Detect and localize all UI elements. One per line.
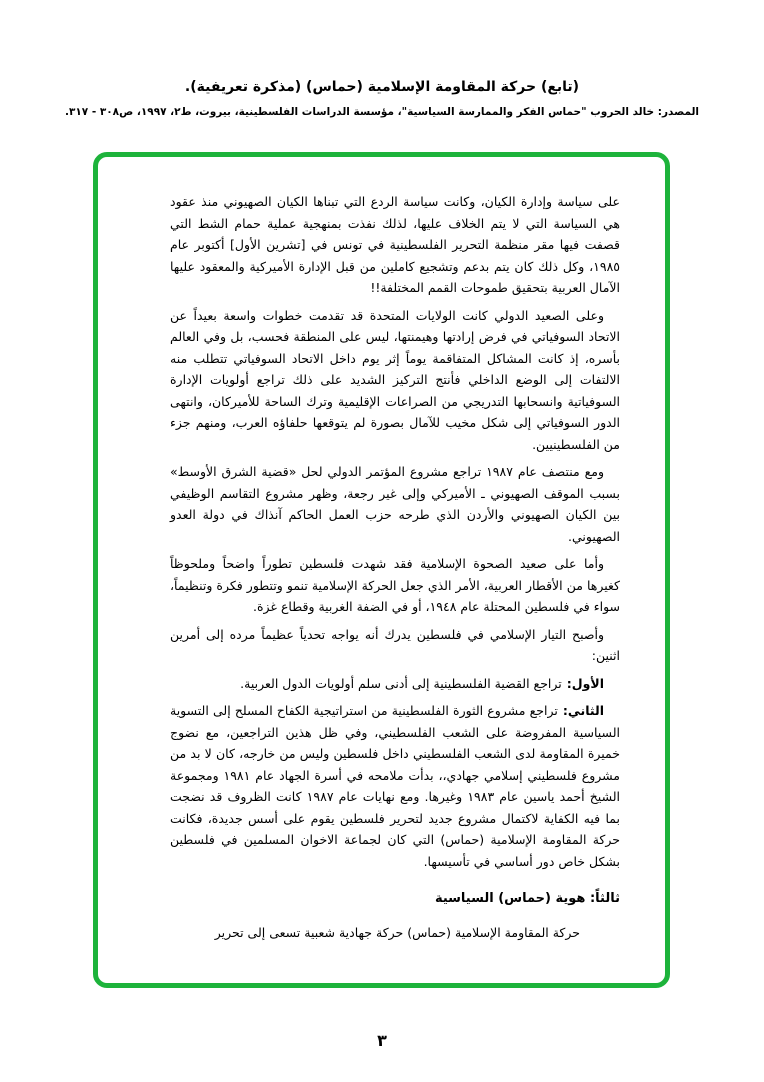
section-heading-identity: ثالثاً: هوية (حماس) السياسية (434, 891, 620, 906)
list-item-first (170, 673, 620, 695)
paragraph-islamic-awakening: وأما على صعيد الصحوة الإسلامية فقد شهدت فلسطين تطوراً واضحاً وملحوظاً كغيرها من الأقطار العربية، الأمر الذي جعل الحركة الإسلامية تنمو وتتطور فكرة وتنظيماً، سواء في فلسطين المحتلة عام ١٩٤٨، أو في الضفة الغربية وقطاع غزة. (170, 556, 620, 614)
list-item-first-label: الأول: (566, 675, 604, 691)
list-item-second-text: تراجع مشروع الثورة الفلسطينية من استراتيجية الكفاح المسلح إلى التسوية السياسية المفروضة على الشعب الفلسطيني، وفي ظل هذين التراجعين، مع نضوج خميرة المقاومة لدى الشعب الفلسطيني داخل فلسطين وليس من خارجه، كان لا بد من مشروع فلسطيني إسلامي جهادي،، بدأت ملامحه في أسرة الجهاد عام ١٩٨١ ومجموعة الشيخ أحمد ياسين عام ١٩٨٣ وغيرها. ومع نهايات عام ١٩٨٧ كانت الظروف قد نضجت بما فيه الكفاية لاكتمال مشروع جديد لتحرير فلسطين يقوم على أسس جديدة، فكانت حركة المقاومة الإسلامية (حماس) التي كان لجماعة الاخوان المسلمين في فلسطين بشكل خاص دور أساسي في تأسيسها. (170, 703, 621, 869)
paragraph-international: وعلى الصعيد الدولي كانت الولايات المتحدة قد تقدمت خطوات واسعة بعيداً عن الاتحاد السوفياتي في فرض إرادتها وهيمنتها، ليس على المنطقة فحسب، بل وفي العالم بأسره، إذ كانت المشاكل المتفاقمة يوماً إثر يوم داخل الاتحاد السوفياتي تتطلب منه الالتفات إلى الوضع الداخلي فأنتج التركيز الشديد على ذلك تراجع أولويات الإدارة السوفياتية وانسحابها التدريجي من الصراعات الإقليمية وترك الساحة للأميركان، وانتهى الدور السوفياتي إلى شكل مخيب للآمال بصورة لم يتوقعها حلفاؤه العرب، ومنهم جزء من الفلسطينيين. (170, 307, 620, 452)
list-item-second-label: الثاني: (562, 703, 604, 718)
content-frame (93, 152, 670, 988)
page-title: (تابع) حركة المقاومة الإسلامية (حماس) (مذكرة تعريفية). (184, 79, 580, 95)
paragraph-1987-conference: ومع منتصف عام ١٩٨٧ تراجع مشروع المؤتمر الدولي لحل «قضية الشرق الأوسط» بسبب الموقف الصهيوني ـ الأميركي وإلى غير رجعة، وظهر مشروع التقاسم الوظيفي بين الكيان الصهيوني والأردن الذي طرحه حزب العمل الحاكم آنذاك في دولة العدو الصهيوني. (170, 464, 620, 544)
list-item-second (170, 700, 620, 872)
page-number: ٣ (377, 1031, 387, 1050)
paragraph-two-matters: وأصبح التيار الإسلامي في فلسطين يدرك أنه يواجه تحدياً عظيماً مرده إلى أمرين اثنين: (170, 626, 620, 663)
source-citation: المصدر: خالد الحروب "حماس الفكر والممارسة السياسية"، مؤسسة الدراسات الفلسطينية، بيروت، ط٢، ١٩٩٧، ص٣٠٨ - ٣١٧. (64, 106, 700, 118)
paragraph-identity-intro: حركة المقاومة الإسلامية (حماس) حركة جهادية شعبية تسعى إلى تحرير (214, 924, 580, 940)
list-item-first-text: تراجع القضية الفلسطينية إلى أدنى سلم أولويات الدول العربية. (240, 675, 562, 691)
paragraph-continuation: على سياسة وإدارة الكيان، وكانت سياسة الردع التي تبناها الكيان الصهيوني منذ عقود هي السياسة التي لا يتم الخلاف عليها، لذلك نفذت بمنهجية عملية حمام الشط التي قصفت فيها مقر منظمة التحرير الفلسطينية في تونس في [تشرين الأول] أكتوبر عام ١٩٨٥، وكل ذلك كان يتم بدعم وتشجيع كاملين من قبل الإدارة الأميركية والمعقود عليها الآمال العربية بتحقيق طموحات القمم المختلفة!! (170, 194, 620, 295)
